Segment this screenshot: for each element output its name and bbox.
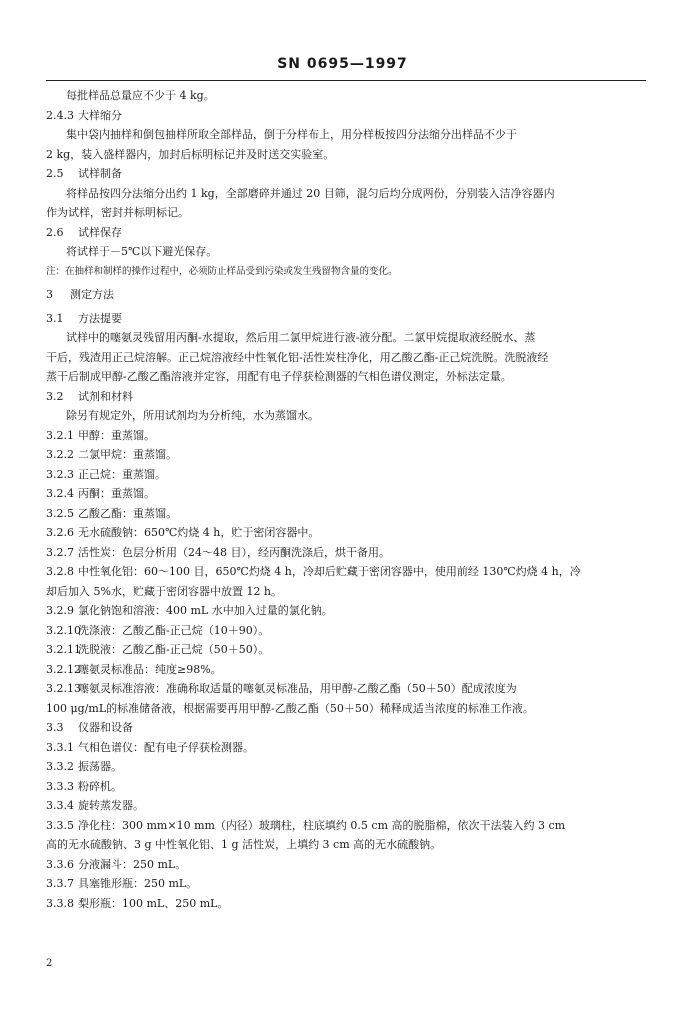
clause-number: 2.4.3	[46, 108, 74, 122]
clause-number: 2.5	[46, 167, 64, 180]
clause-number: 3.2.2	[46, 448, 74, 461]
clause-number: 3.2.9	[46, 604, 74, 617]
text-line	[46, 203, 646, 223]
text-line	[46, 699, 646, 719]
line-text: 注：在抽样和制样的操作过程中，必须防止样品受到污染或发生残留物含量的变化。	[46, 265, 398, 277]
section-heading	[46, 164, 646, 184]
line-text: 大样缩分	[78, 108, 122, 122]
clause-number: 3.2.11	[46, 643, 81, 656]
line-text: 集中袋内抽样和倒包抽样所取全部样品，倒于分样布上，用分样板按四分法缩分出样品不少于	[66, 128, 517, 141]
line-text: 净化柱：300 mm×10 mm（内径）玻璃柱，柱底填约 0.5 cm 高的脱脂棉，依次干法装入约 3 cm	[78, 818, 566, 832]
clause-number: 3.2.13	[46, 682, 81, 695]
clause-number: 3.2.7	[46, 545, 74, 559]
line-text: 试样保存	[78, 225, 122, 239]
text-line	[46, 796, 646, 816]
line-text: 2 kg，装入盛样器内，加封后标明标记并及时送交实验室。	[46, 147, 335, 161]
line-text: 梨形瓶：100 mL、250 mL。	[78, 896, 229, 910]
text-line	[46, 367, 646, 387]
text-line	[46, 348, 646, 368]
line-text: 无水硫酸钠：650℃灼烧 4 h，贮于密闭容器中。	[78, 526, 320, 539]
line-text: 气相色谱仪：配有电子俘获检测器。	[78, 740, 254, 754]
text-line	[46, 621, 646, 641]
section-heading	[46, 223, 646, 243]
clause-number: 3.3.6	[46, 857, 74, 871]
clause-number: 3.3.7	[46, 877, 74, 890]
text-line	[46, 543, 646, 563]
section-heading	[46, 309, 646, 329]
text-line	[46, 835, 646, 855]
clause-number: 3.3.2	[46, 760, 74, 773]
clause-number: 3.2.6	[46, 526, 74, 539]
clause-number: 3.3.3	[46, 779, 74, 793]
text-line	[46, 445, 646, 465]
line-text: 中性氧化铝：60～100 目，650℃灼烧 4 h，冷却后贮藏于密闭容器中，使用前经 130℃灼烧 4 h，冷	[78, 565, 581, 578]
line-text: 粉碎机。	[78, 779, 122, 793]
text-line	[46, 406, 646, 426]
text-line	[46, 504, 646, 524]
line-text: 洗脱液：乙酸乙酯-正己烷（50＋50）。	[78, 643, 270, 656]
line-text: 具塞锥形瓶：250 mL。	[78, 877, 198, 890]
text-line	[46, 582, 646, 602]
note-line	[46, 262, 646, 282]
line-text: 100 μg/mL的标准储备液，根据需要再用甲醇-乙酸乙酯（50＋50）稀释成适当浓度的标准工作液。	[46, 701, 534, 715]
text-line	[46, 640, 646, 660]
section-heading	[46, 718, 646, 738]
line-text: 氯化钠饱和溶液：400 mL 水中加入过量的氯化钠。	[78, 604, 333, 617]
text-line	[46, 601, 646, 621]
document-body	[46, 86, 646, 913]
clause-number: 3.3.1	[46, 740, 74, 754]
line-text: 作为试样，密封并标明标记。	[46, 206, 189, 219]
line-text: 蒸干后制成甲醇-乙酸乙酯溶液并定容，用配有电子俘获检测器的气相色谱仪测定，外标法定量。	[46, 370, 512, 383]
text-line	[46, 874, 646, 894]
text-line	[46, 679, 646, 699]
line-text: 二氯甲烷：重蒸馏。	[78, 448, 177, 461]
text-line	[46, 426, 646, 446]
clause-number: 3.2.12	[46, 662, 81, 676]
line-text: 试样制备	[78, 167, 122, 180]
text-line	[46, 660, 646, 680]
line-text: 将样品按四分法缩分出约 1 kg，全部磨碎并通过 20 目筛，混匀后均分成两份，分别装入洁净容器内	[66, 186, 555, 200]
line-text: 将试样于－5℃以下避光保存。	[66, 245, 218, 258]
line-text: 乙酸乙酯：重蒸馏。	[78, 506, 177, 520]
line-text: 却后加入 5%水，贮藏于密闭容器中放置 12 h。	[46, 584, 283, 598]
text-line	[46, 757, 646, 777]
clause-number: 3.2.3	[46, 467, 74, 481]
clause-number: 3.2.10	[46, 623, 81, 637]
text-line	[46, 894, 646, 914]
line-text: 洗涤液：乙酸乙酯-正己烷（10＋90）。	[78, 623, 270, 637]
text-line	[46, 86, 646, 106]
line-text: 振荡器。	[78, 760, 122, 773]
text-line	[46, 523, 646, 543]
line-text: 每批样品总量应不少于 4 kg。	[66, 89, 215, 102]
header-rule	[46, 80, 646, 81]
line-text: 甲醇：重蒸馏。	[78, 428, 155, 442]
text-line	[46, 816, 646, 836]
text-line	[46, 738, 646, 758]
line-text: 测定方法	[70, 288, 114, 301]
clause-number: 3.2.4	[46, 487, 74, 500]
line-text: 活性炭：色层分析用（24～48 目），经丙酮洗涤后，烘干备用。	[78, 545, 390, 559]
section-heading	[46, 387, 646, 407]
clause-number: 3.2.8	[46, 565, 74, 578]
line-text: 噻氨灵标准溶液：准确称取适量的噻氨灵标准品，用甲醇-乙酸乙酯（50＋50）配成浓度为	[78, 682, 517, 695]
text-line	[46, 184, 646, 204]
line-text: 方法提要	[78, 311, 122, 325]
section-heading	[46, 285, 646, 305]
clause-number: 3.2.5	[46, 506, 74, 520]
line-text: 仪器和设备	[78, 721, 133, 734]
line-text: 除另有规定外，所用试剂均为分析纯，水为蒸馏水。	[66, 409, 319, 422]
text-line	[46, 145, 646, 165]
clause-number: 3.2	[46, 389, 64, 403]
clause-number: 3.3.5	[46, 818, 74, 832]
line-text: 噻氨灵标准品：纯度≥98%。	[78, 662, 222, 676]
text-line	[46, 328, 646, 348]
line-text: 旋转蒸发器。	[78, 799, 144, 812]
clause-number: 3.3.8	[46, 896, 74, 910]
line-text: 分液漏斗：250 mL。	[78, 857, 187, 871]
line-text: 丙酮：重蒸馏。	[78, 487, 155, 500]
line-text: 试剂和材料	[78, 389, 133, 403]
standard-header: SN 0695—1997	[277, 56, 408, 72]
clause-number: 2.6	[46, 225, 64, 239]
text-line	[46, 562, 646, 582]
line-text: 高的无水硫酸钠、3 g 中性氧化铝、1 g 活性炭，上填约 3 cm 高的无水硫酸钠。	[46, 838, 442, 851]
section-heading	[46, 106, 646, 126]
text-line	[46, 484, 646, 504]
clause-number: 3	[46, 288, 53, 301]
text-line	[46, 242, 646, 262]
text-line	[46, 855, 646, 875]
clause-number: 3.3	[46, 721, 64, 734]
line-text: 干后，残渣用正己烷溶解。正己烷溶液经中性氧化铝-活性炭柱净化，用乙酸乙酯-正己烷洗脱。洗脱液经	[46, 350, 549, 364]
text-line	[46, 777, 646, 797]
page-number: 2	[46, 958, 53, 969]
line-text: 正己烷：重蒸馏。	[78, 467, 166, 481]
text-line	[46, 465, 646, 485]
line-text: 试样中的噻氨灵残留用丙酮-水提取，然后用二氯甲烷进行液-液分配。二氯甲烷提取液经脱水、蒸	[66, 331, 536, 344]
text-line	[46, 125, 646, 145]
clause-number: 3.3.4	[46, 799, 74, 812]
clause-number: 3.1	[46, 311, 64, 325]
clause-number: 3.2.1	[46, 428, 74, 442]
